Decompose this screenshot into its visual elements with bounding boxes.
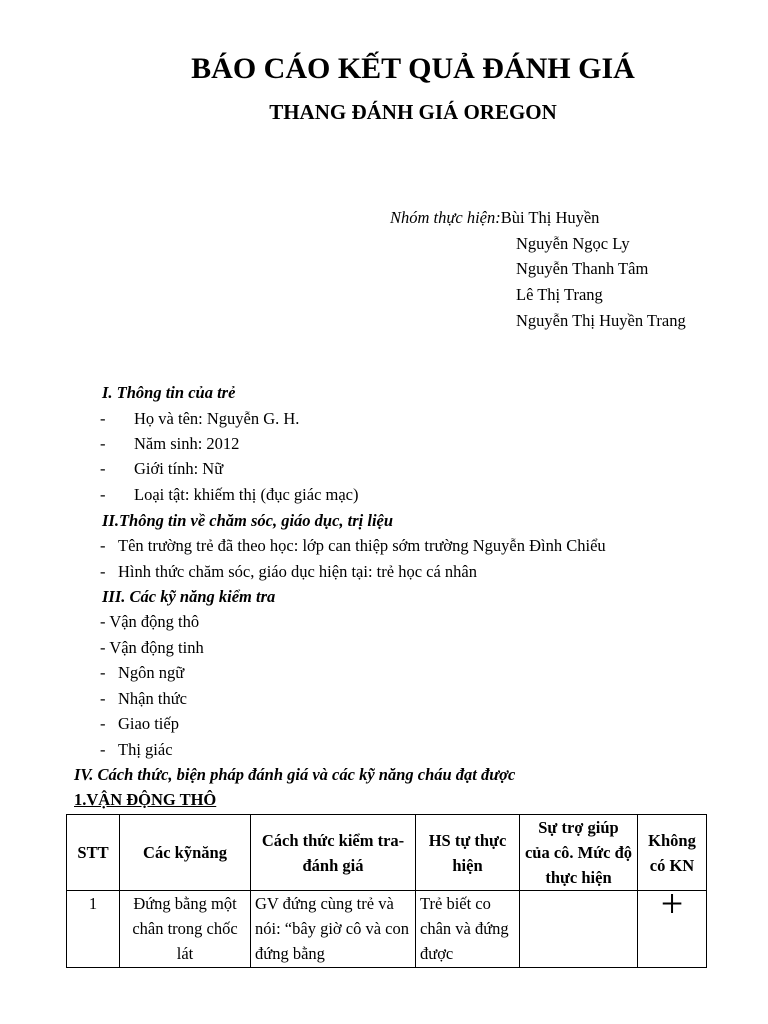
- list-item: - Giới tính: Nữ: [100, 459, 224, 478]
- group-member: Bùi Thị Huyền: [500, 208, 600, 227]
- group-member: Nguyễn Ngọc Ly: [516, 234, 630, 253]
- list-item: - Thị giác: [100, 740, 173, 759]
- table-row: [67, 891, 707, 968]
- list-item: - Năm sinh: 2012: [100, 434, 240, 453]
- list-item: - Giao tiếp: [100, 714, 179, 733]
- list-item: - Loại tật: khiếm thị (đục giác mạc): [100, 485, 359, 504]
- column-header: STT: [67, 815, 120, 891]
- list-item: - Vận động thô: [100, 612, 200, 631]
- group-member: Lê Thị Trang: [516, 285, 603, 304]
- list-item: - Ngôn ngữ: [100, 663, 185, 682]
- list-item: - Nhận thức: [100, 689, 187, 708]
- column-header: Cách thức kiểm tra-đánh giá: [251, 815, 416, 891]
- cell-none: +: [638, 891, 707, 968]
- report-subtitle: THANG ĐÁNH GIÁ OREGON: [269, 100, 557, 124]
- table-header-row: [67, 815, 707, 891]
- group-label: Nhóm thực hiện:: [390, 208, 501, 227]
- section1-heading: I. Thông tin của trẻ: [102, 383, 236, 402]
- column-header: Các kỹnăng: [120, 815, 251, 891]
- report-title: BÁO CÁO KẾT QUẢ ĐÁNH GIÁ: [191, 52, 635, 85]
- cell-self: Trẻ biết co chân và đứng được: [416, 891, 520, 968]
- group-line: [390, 208, 599, 228]
- column-header: Sự trợ giúp của cô. Mức độ thực hiện: [520, 815, 638, 891]
- cell-support: [520, 891, 638, 968]
- column-header: Không có KN: [638, 815, 707, 891]
- list-item: - Vận động tinh: [100, 638, 204, 657]
- cell-stt: 1: [67, 891, 120, 968]
- section3-heading: III. Các kỹ năng kiểm tra: [102, 587, 276, 606]
- section4-heading: IV. Cách thức, biện pháp đánh giá và các kỹ năng cháu đạt được: [74, 765, 516, 784]
- cell-method: GV đứng cùng trẻ và nói: “bây giờ cô và con đứng bằng: [251, 891, 416, 968]
- section2-heading: II.Thông tin về chăm sóc, giáo dục, trị liệu: [102, 511, 394, 530]
- section4-subheading: 1.VẬN ĐỘNG THÔ: [74, 790, 217, 809]
- group-member: Nguyễn Thanh Tâm: [516, 259, 649, 278]
- list-item: - Tên trường trẻ đã theo học: lớp can thiệp sớm trường Nguyễn Đình Chiểu: [100, 536, 606, 555]
- group-member: Nguyễn Thị Huyền Trang: [516, 311, 686, 330]
- list-item: - Hình thức chăm sóc, giáo dục hiện tại: trẻ học cá nhân: [100, 562, 477, 581]
- cell-skill: Đứng bằng một chân trong chốc lát: [120, 891, 251, 968]
- column-header: HS tự thực hiện: [416, 815, 520, 891]
- assessment-table: [66, 814, 707, 968]
- list-item: - Họ và tên: Nguyễn G. H.: [100, 409, 300, 428]
